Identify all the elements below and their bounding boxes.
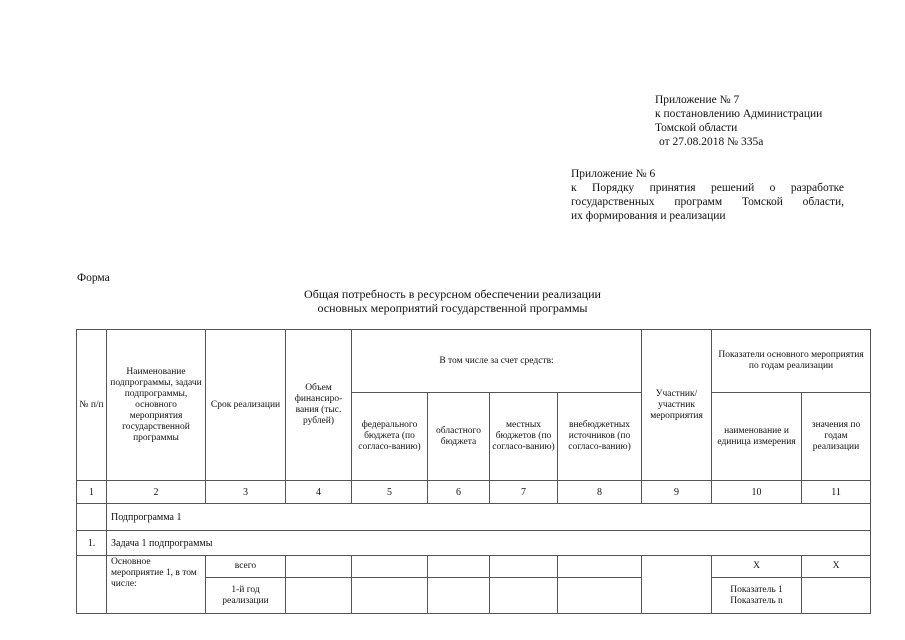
appendix-7-region: Томской области	[655, 122, 738, 134]
cell-empty	[428, 556, 490, 578]
cell-empty	[352, 556, 428, 578]
header-participant: Участник/ участник мероприятия	[642, 330, 712, 481]
main-event-participant-cell	[642, 556, 712, 614]
appendix-7-title: Приложение № 7	[655, 94, 740, 106]
cell-empty	[490, 556, 558, 578]
main-event-x-col11: X	[802, 556, 871, 578]
subprogram-label: Подпрограмма 1	[107, 504, 871, 531]
main-event-total-label: всего	[206, 556, 286, 578]
main-event-indicators	[712, 578, 802, 614]
main-event-total-row	[77, 556, 871, 578]
col-number: 7	[490, 481, 558, 504]
subprogram-row	[77, 504, 871, 531]
col-number: 6	[428, 481, 490, 504]
col-number: 8	[558, 481, 642, 504]
cell-empty	[286, 556, 352, 578]
appendix-6-ref-line3: их формирования и реализации	[571, 210, 726, 222]
cell-empty	[490, 578, 558, 614]
header-ind-values: значения по годам реализации	[802, 393, 871, 481]
task-num: 1.	[77, 531, 107, 556]
header-local: местных бюджетов (по согласо-ванию)	[490, 393, 558, 481]
task-label: Задача 1 подпрограммы	[107, 531, 871, 556]
header-ind-name: наименование и единица измерения	[712, 393, 802, 481]
header-sources-group: В том числе за счет средств:	[352, 330, 642, 393]
header-term: Срок реализации	[206, 330, 286, 481]
cell-empty	[558, 578, 642, 614]
col-number: 5	[352, 481, 428, 504]
cell-empty	[558, 556, 642, 578]
indicator-1: Показатель 1	[730, 584, 783, 595]
main-event-year-label: 1-й год реализации	[206, 578, 286, 614]
title-line-2: основных мероприятий государственной программы	[317, 301, 588, 315]
header-regional: областного бюджета	[428, 393, 490, 481]
task-row	[77, 531, 871, 556]
col-number: 9	[642, 481, 712, 504]
header-federal: федерального бюджета (по согласо-ванию)	[352, 393, 428, 481]
header-num: № п/п	[77, 330, 107, 481]
appendix-7-block	[655, 93, 822, 149]
col-number: 3	[206, 481, 286, 504]
col-number: 11	[802, 481, 871, 504]
header-extra: внебюджетных источников (по согласо-ванию)	[558, 393, 642, 481]
appendix-7-date: от 27.08.2018 № 335а	[659, 136, 764, 148]
cell-empty	[428, 578, 490, 614]
header-name: Наименование подпрограммы, задачи подпрограммы, основного мероприятия государственной программы	[107, 330, 206, 481]
cell-empty	[286, 578, 352, 614]
title-line-1: Общая потребность в ресурсном обеспечении реализации	[304, 287, 601, 301]
main-event-label: Основное мероприятие 1, в том числе:	[107, 556, 206, 614]
appendix-6-ref-line1: к Порядку принятия решений о разработке	[571, 182, 844, 194]
col-number: 2	[107, 481, 206, 504]
header-indicators-group: Показатели основного мероприятия по годам реализации	[712, 330, 871, 393]
appendix-7-ref: к постановлению Администрации	[655, 108, 823, 120]
subprogram-num-cell	[77, 504, 107, 531]
appendix-6-ref-line2: государственных программ Томской области,	[571, 196, 844, 208]
header-volume: Объем финансиро-вания (тыс. рублей)	[286, 330, 352, 481]
appendix-6-block	[571, 167, 844, 223]
form-label: Форма	[77, 272, 110, 284]
col-number: 4	[286, 481, 352, 504]
main-event-num-cell	[77, 556, 107, 614]
resource-table	[76, 329, 871, 614]
col-number: 1	[77, 481, 107, 504]
cell-empty	[352, 578, 428, 614]
cell-empty	[802, 578, 871, 614]
indicator-n: Показатель n	[730, 595, 783, 606]
col-number: 10	[712, 481, 802, 504]
main-event-x-col10: X	[712, 556, 802, 578]
column-numbers-row	[77, 481, 871, 504]
appendix-6-title: Приложение № 6	[571, 168, 656, 180]
document-title	[0, 287, 905, 315]
